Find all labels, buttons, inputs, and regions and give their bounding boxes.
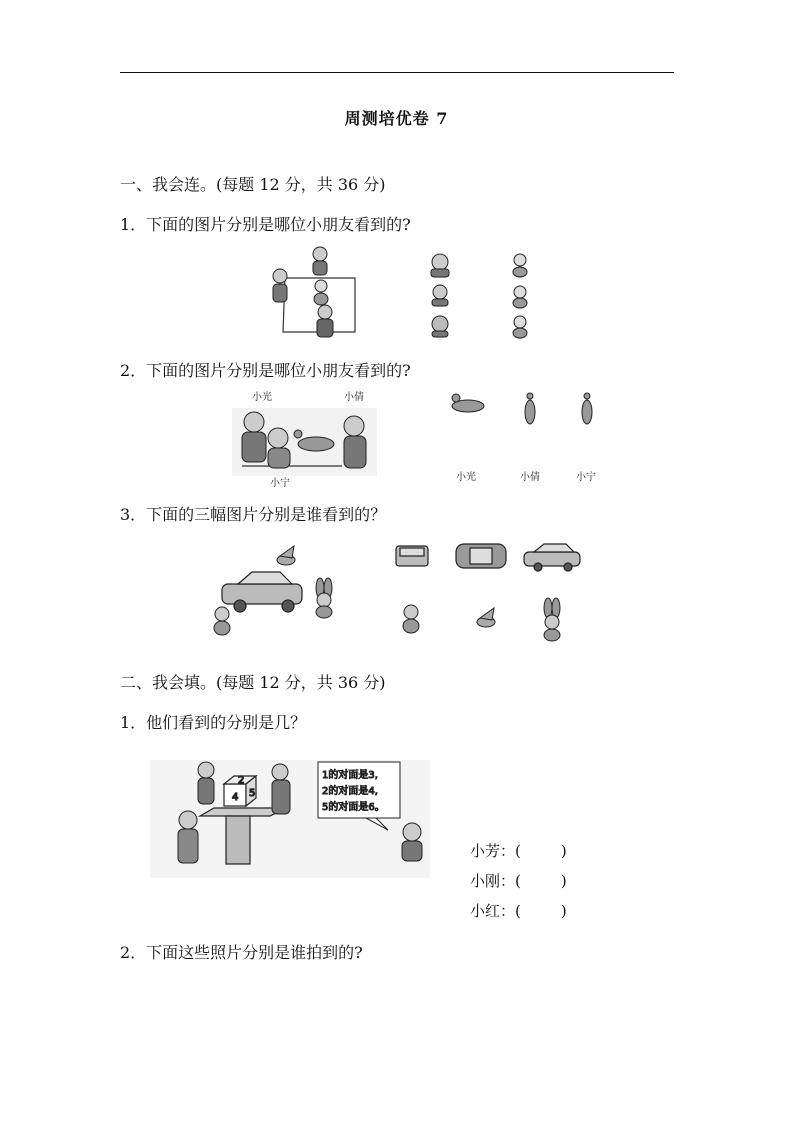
scene-label-xiaoning: 小宁: [270, 478, 290, 488]
view-rabbit: [544, 598, 560, 641]
view-portrait-3: [432, 316, 448, 337]
child-top: [313, 247, 327, 275]
view-portrait-2: [432, 285, 448, 306]
section-two-heading: 二、我会填。(每题 12 分，共 36 分): [120, 673, 386, 692]
car-scene: [222, 572, 302, 612]
scene-label-xiaoguang: 小光: [252, 392, 272, 403]
child-left: [273, 269, 287, 302]
view-dinosaur-side: [452, 394, 484, 412]
scene-label-xiaoqian: 小倩: [344, 392, 364, 403]
question-1-2: 2．下面的图片分别是哪位小朋友看到的?: [120, 361, 411, 380]
q1-figure: [265, 242, 545, 342]
child-xiaohong: [272, 764, 290, 814]
cube-face-front: 4: [232, 792, 239, 803]
question-2-2: 2．下面这些照片分别是谁拍到的?: [120, 943, 363, 962]
answer-xiaofang: 小芳：( ): [470, 842, 567, 860]
speech-line-2: 2的对面是4,: [322, 786, 378, 797]
view-toy-1: [513, 254, 527, 277]
dice-figure: [150, 756, 440, 881]
q2-figure: [232, 388, 602, 488]
rabbit-scene: [316, 578, 332, 618]
view-bird: [477, 608, 495, 627]
view-car-front: [396, 546, 428, 566]
question-2-1: 1．他们看到的分别是几？: [120, 713, 307, 732]
view-portrait-1: [431, 254, 449, 277]
view-car-top: [456, 544, 506, 568]
view-toy-3: [513, 316, 527, 338]
view-label-xiaoqian: 小倩: [520, 472, 540, 483]
child-xiaofang: [198, 762, 214, 804]
header-rule: [120, 72, 674, 73]
view-monkey: [403, 605, 419, 633]
dice-cube: [224, 775, 256, 806]
view-car-side: [524, 544, 580, 571]
child-xiaogang: [178, 811, 198, 863]
answer-xiaogang: 小刚：( ): [470, 872, 567, 890]
view-toy-2: [513, 286, 527, 308]
toy-center: [314, 280, 328, 305]
cube-face-side: 5: [249, 788, 256, 799]
section-one-heading: 一、我会连。(每题 12 分，共 36 分): [120, 175, 386, 194]
view-dinosaur-front-1: [525, 393, 535, 424]
monkey-scene: [214, 607, 230, 635]
child-xiaoguang: [242, 412, 266, 462]
page-title: 周测培优卷 7: [344, 109, 449, 128]
view-dinosaur-front-2: [582, 393, 592, 424]
view-label-xiaoning: 小宁: [576, 472, 596, 483]
bird-scene: [277, 546, 295, 565]
speech-line-3: 5的对面是6。: [322, 802, 385, 813]
child-speaker: [402, 823, 422, 861]
child-xiaoqian: [344, 416, 366, 468]
question-1-3: 3．下面的三幅图片分别是谁看到的？: [120, 505, 387, 524]
speech-line-1: 1的对面是3,: [322, 770, 378, 781]
child-bottom: [317, 305, 333, 337]
question-1-1: 1．下面的图片分别是哪位小朋友看到的?: [120, 215, 411, 234]
answer-xiaohong: 小红：( ): [470, 902, 567, 920]
q3-figure: [208, 536, 588, 648]
view-label-xiaoguang: 小光: [456, 472, 476, 483]
cube-face-top: 2: [238, 775, 245, 786]
